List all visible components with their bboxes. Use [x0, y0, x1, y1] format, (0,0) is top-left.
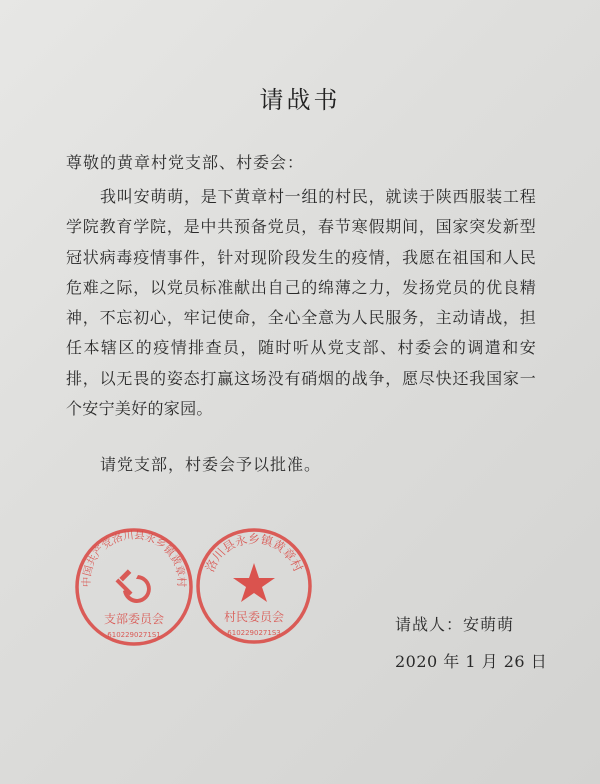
seal-center-text: 支部委员会: [103, 612, 165, 626]
village-committee-seal-graphic: [193, 525, 315, 647]
document-title: 请战书: [259, 86, 341, 114]
body-paragraph: 我叫安萌萌，是下黄章村一组的村民，就读于陕西服装工程学院教育学院，是中共预备党员，春节寒假期间，国家突发新型冠状病毒疫情事件，针对现阶段发生的疫情，我愿在祖国和人民危难之际，以党员标准献出自己的绵薄之力，发扬党员的优良精神，不忘初心，牢记使命，全心全意为人民服务，主动请战，担任本辖区的疫情排查员，随时听从党支部、村委会的调遣和安排，以无畏的姿态打赢这场没有硝烟的战争，愿尽快还我国家一个安宁美好的家园。: [66, 187, 536, 419]
village-committee-seal: [193, 525, 315, 647]
star-icon: [233, 563, 275, 602]
date-line: 2020 年 1 月 26 日: [395, 652, 548, 671]
seal-serial: 6102290271S1: [107, 631, 161, 639]
salutation: 尊敬的黄章村党支部、村委会：: [66, 153, 305, 172]
seal-serial: 6102290271S3: [227, 629, 281, 637]
closing-line: 请党支部，村委会予以批准。: [100, 455, 322, 474]
party-branch-seal-graphic: [72, 525, 196, 649]
hammer-sickle-icon: [116, 569, 151, 603]
signature-line: 请战人：安萌萌: [395, 615, 515, 634]
party-branch-seal: [72, 525, 196, 649]
seal-arc-text: 中国共产党洛川县永乡镇黄章村: [80, 529, 188, 588]
seal-arc-text: 洛川县永乡镇黄章村: [202, 532, 306, 575]
seal-center-text: 村民委员会: [223, 610, 285, 624]
